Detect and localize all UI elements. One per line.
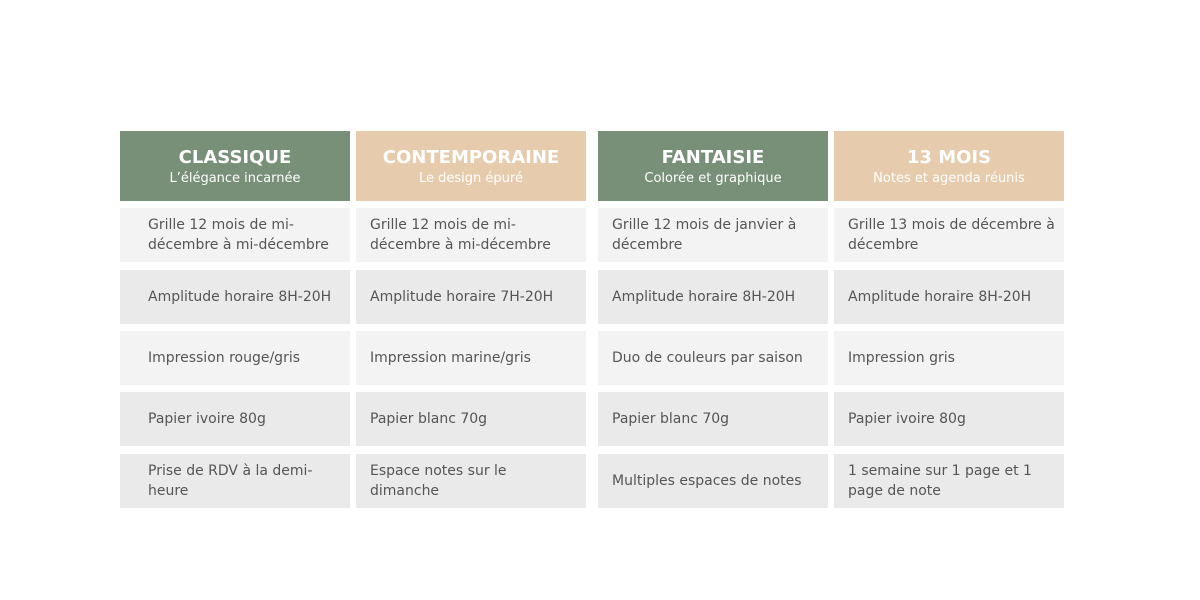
feature-cell: Duo de couleurs par saison (598, 331, 828, 385)
column-title: 13 MOIS (906, 147, 992, 168)
feature-cell: 1 semaine sur 1 page et 1 page de note (834, 454, 1064, 508)
column-subtitle: Le design épuré (419, 171, 523, 186)
column-subtitle: Notes et agenda réunis (873, 171, 1025, 186)
column-title: FANTAISIE (661, 147, 765, 168)
feature-cell: Papier ivoire 80g (834, 392, 1064, 446)
feature-cell: Grille 13 mois de décembre à décembre (834, 208, 1064, 262)
column-contemporaine (356, 131, 586, 499)
column-header-contemporaine (356, 131, 586, 201)
column-header-classique (120, 131, 350, 201)
column-classique (120, 131, 350, 499)
feature-cell: Grille 12 mois de mi-décembre à mi-décembre (120, 208, 350, 262)
column-13-mois (834, 131, 1064, 499)
feature-cell: Amplitude horaire 8H-20H (598, 270, 828, 324)
column-title: CLASSIQUE (178, 147, 292, 168)
feature-cell: Papier blanc 70g (598, 392, 828, 446)
feature-cell: Prise de RDV à la demi-heure (120, 454, 350, 508)
feature-cell: Amplitude horaire 8H-20H (834, 270, 1064, 324)
column-header-fantaisie (598, 131, 828, 201)
feature-cell: Amplitude horaire 8H-20H (120, 270, 350, 324)
feature-cell: Multiples espaces de notes (598, 454, 828, 508)
feature-cell: Amplitude horaire 7H-20H (356, 270, 586, 324)
feature-cell: Papier ivoire 80g (120, 392, 350, 446)
feature-cell: Impression gris (834, 331, 1064, 385)
column-subtitle: L’élégance incarnée (169, 171, 301, 186)
feature-cell: Impression marine/gris (356, 331, 586, 385)
feature-cell: Espace notes sur le dimanche (356, 454, 586, 508)
feature-cell: Impression rouge/gris (120, 331, 350, 385)
feature-cell: Grille 12 mois de mi-décembre à mi-décembre (356, 208, 586, 262)
column-subtitle: Colorée et graphique (644, 171, 782, 186)
column-fantaisie (598, 131, 828, 489)
column-header-13-mois (834, 131, 1064, 201)
column-title: CONTEMPORAINE (382, 147, 560, 168)
feature-cell: Papier blanc 70g (356, 392, 586, 446)
feature-cell: Grille 12 mois de janvier à décembre (598, 208, 828, 262)
